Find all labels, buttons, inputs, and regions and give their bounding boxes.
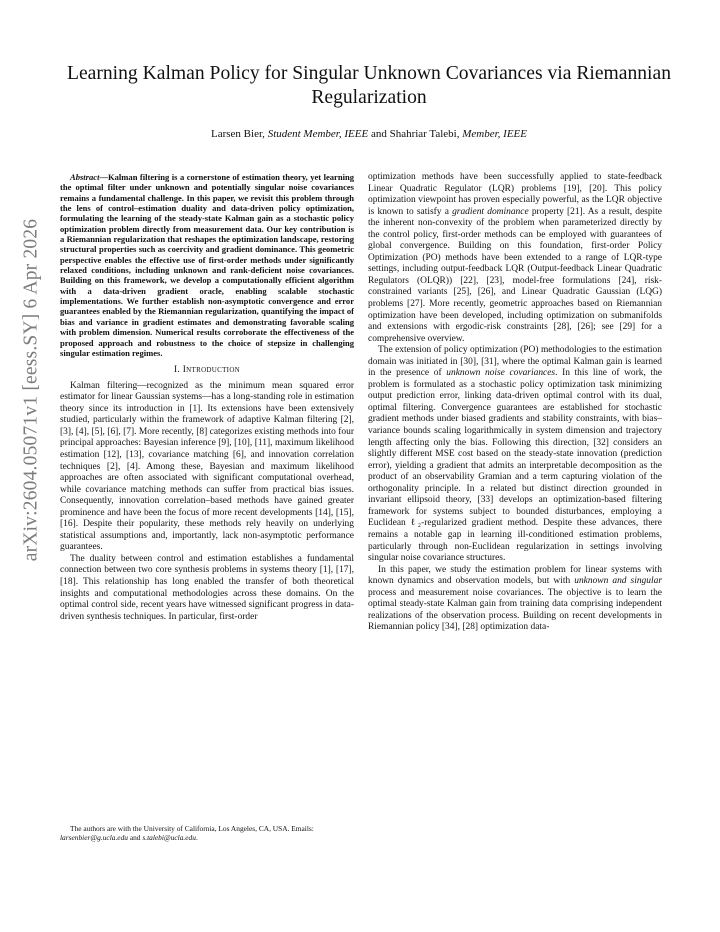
author-2-role: Member, IEEE [462,128,527,140]
author-footnote [60,824,354,842]
author-1: Larsen Bier, [211,128,268,140]
right-p2-italic: unknown noise covariances [446,368,556,379]
right-p2-a: The extension of policy optimization (PO) methodologies to the estimation domain was initiated in [30], [31], where the optimal Kalman gain is learned in the presence of [368,345,662,379]
intro-paragraph-1: Kalman filtering—recognized as the minimum mean squared error estimator for linear Gaussian systems—has a long-standing role in estimation theory since its introduction in [1]. Its extensions have been extensively studied, particularly within the framework of adaptive Kalman filtering [2], [3], [4], [5], [6], [7]. More recently, [8] categorizes existing methods into four principal approaches: Bayesian inference [9], [10], [11], maximum likelihood estimation [12], [13], covariance matching [6], and innovation correlation techniques [2], [4]. Among these, Bayesian and maximum likelihood approaches are often associated with significant computational overhead, while covariance matching methods can suffer from practical bias issues. Consequently, innovation correlation–based methods have gained greater prominence and have been the focus of more recent developments [14], [15], [16]. Despite their popularity, these methods rely heavily on underlying statistical assumptions and, importantly, lack non-asymptotic performance guarantees. [60,380,354,553]
author-line [60,127,678,141]
footnote-email-1: larsenbier@g.ucla.edu [60,833,128,842]
right-p1-italic: gradient dominance [452,206,529,217]
abstract-label: Abstract [70,172,100,182]
right-p1-b: property [21]. As a result, despite the inherent non-convexity of the problem when parameterized directly by the control policy, first-order methods can be employed with guarantees of global convergence. Building on this foundation, first-order Policy Optimization (PO) methods have been extended to a range of LQR-type settings, including output-feedback LQR (Output-feedback Linear Quadratic Regulators (OLQR)) [22], [23], model-free formulations [24], risk-constrained variants [25], [26], and Linear Quadratic Gaussian (LQG) problems [27]. More recently, geometric approaches based on Riemannian optimization have been developed, including optimization on submanifolds and extensions with ergodic-risk constraints [28], [26]; see [29] for a comprehensive overview. [368,206,662,344]
arxiv-stamp-text: arXiv:2604.05071v1 [eess.SY] 6 Apr 2026 [20,218,41,562]
section-heading-introduction: I. Introduction [173,365,241,376]
footnote-end: . [195,833,198,842]
right-p2-b: . In this line of work, the problem is formulated as a stochastic policy optimization task minimizing output prediction error, linking data-driven optimal control with its dual, optimal filtering. Convergence guarantees are established for stochastic gradient methods under biased gradients and stability constraints, with bias–variance bounds scaling logarithmically in system dimension and trajectory length affecting only the bias. Following this direction, [32] considers an slightly different MSE cost based on the steady-state innovation (prediction error), yielding a gradient that admits an interpretable decomposition as the product of an observability Gramian and a term capturing violation of the orthogonality principle. In a related but distinct direction grounded in invariant ellipsoid theory, [33] develops an optimization-based filtering framework for systems subject to bounded disturbances, employing a Euclidean ℓ₂-regularized gradient method. Despite these advances, there remains a notable gap in learning ill-conditioned estimation problems, particularly through non-Euclidean regularization in settings involving singular noise covariance structures. [368,368,662,564]
left-column [60,172,354,623]
intro-paragraph-2: The duality between control and estimation establishes a fundamental connection between two core synthesis problems in systems theory [1], [17], [18]. This relationship has long enabled the transfer of both theoretical insights and computational methodologies across these domains. On the optimal control side, recent years have witnessed significant progress in data-driven synthesis techniques. In particular, first-order [60,553,354,622]
abstract [60,172,354,358]
right-p3-italic: unknown and singular [574,576,663,587]
right-p3-a: In this paper, we study the estimation problem for linear systems with known dynamics and observation models, but with [368,564,662,587]
paper-title: Learning Kalman Policy for Singular Unknown Covariances via Riemannian Regularization [67,63,671,108]
author-conjunction: and Shahriar Talebi, [368,128,463,140]
right-column [368,172,662,634]
footnote-and: and [127,833,143,842]
footnote-text: The authors are with the University of California, Los Angeles, CA, USA. Emails: [70,824,314,833]
arxiv-stamp [10,130,52,650]
footnote-email-2: s.talebi@ucla.edu [142,833,196,842]
right-paragraph-2 [368,345,662,564]
right-p1-a: optimization methods have been successfully applied to state-feedback Linear Quadratic Regulator (LQR) problems [19], [20]. This policy optimization viewpoint has proven especially powerful, as the LQR objective is known to satisfy a [368,172,662,217]
right-paragraph-3 [368,565,662,634]
abstract-text: —Kalman filtering is a cornerstone of estimation theory, yet learning the optimal filter under unknown and potentially singular noise covariances remains a fundamental challenge. In this paper, we revisit this problem through the lens of control–estimation duality and data-driven policy optimization, formulating the learning of the steady-state Kalman gain as a stochastic policy optimization problem directly from measurement data. Our key contribution is a Riemannian regularization that reshapes the optimization landscape, restoring structural properties such as coercivity and gradient dominance. This geometric perspective enables the effective use of first-order methods under significantly relaxed conditions, including unknown and rank-deficient noise covariances. Building on this framework, we develop a computationally efficient algorithm with a data-driven gradient oracle, enabling scalable stochastic implementations. We further establish non-asymptotic convergence and error guarantees enabled by the Riemannian regularization, quantifying the impact of bias and variance in gradient estimates and demonstrating favorable scaling with problem dimension. Numerical results corroborate the effectiveness of the proposed approach and robustness to the choice of stepsize in challenging singular estimation regimes. [60,172,354,358]
author-1-role: Student Member, IEEE [267,128,369,140]
right-p3-b: process and measurement noise covariances. The objective is to learn the optimal steady-state Kalman gain from training data comprising independent realizations of the observation process. Building on recent developments in Riemannian policy [34], [28] optimization data- [368,587,662,633]
right-paragraph-1 [368,172,662,345]
